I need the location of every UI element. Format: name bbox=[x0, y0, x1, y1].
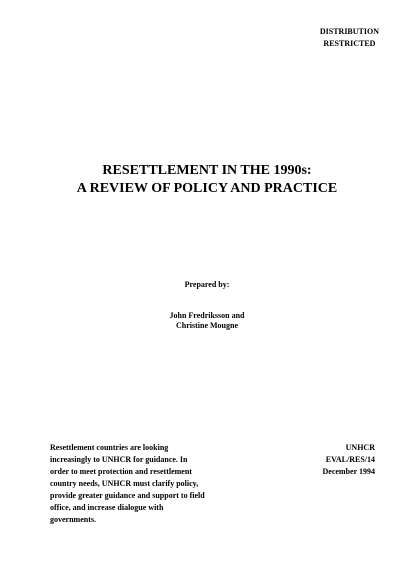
distribution-line-2: RESTRICTED bbox=[323, 39, 376, 48]
summary-paragraph bbox=[50, 442, 220, 526]
summary-line: governments. bbox=[50, 515, 96, 524]
prepared-by-label: Prepared by: bbox=[184, 280, 230, 289]
summary-line: order to meet protection and resettlement bbox=[50, 467, 192, 476]
summary-line: country needs, UNHCR must clarify policy, bbox=[50, 479, 199, 488]
distribution-line-1: DISTRIBUTION bbox=[319, 27, 379, 36]
document-title bbox=[0, 162, 414, 198]
summary-line: office, and increase dialogue with bbox=[50, 503, 164, 512]
authors-block bbox=[0, 311, 414, 331]
title-line-1: RESETTLEMENT IN THE 1990s: bbox=[102, 163, 312, 178]
author-1: John Fredriksson and bbox=[169, 311, 245, 320]
document-reference: EVAL/RES/14 bbox=[325, 455, 375, 464]
title-line-2: A REVIEW OF POLICY AND PRACTICE bbox=[76, 181, 338, 196]
publisher-block bbox=[323, 442, 376, 478]
summary-line: provide greater guidance and support to field bbox=[50, 491, 205, 500]
summary-line: increasingly to UNHCR for guidance. In bbox=[50, 455, 188, 464]
publisher-org: UNHCR bbox=[345, 443, 375, 452]
author-2: Christine Mougne bbox=[176, 321, 238, 330]
summary-line: Resettlement countries are looking bbox=[50, 443, 169, 452]
distribution-notice bbox=[320, 26, 379, 50]
publication-date: December 1994 bbox=[322, 467, 375, 476]
